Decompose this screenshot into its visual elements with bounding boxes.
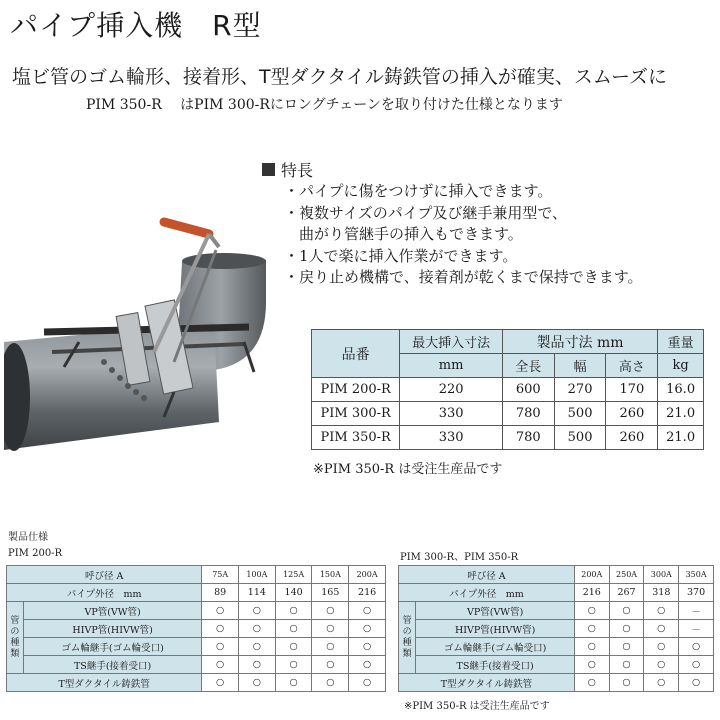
h-dim: 製品寸法 mm: [502, 330, 657, 354]
mark-cell: ○: [312, 620, 349, 638]
size-cell: 250A: [609, 566, 644, 584]
mark-cell: ○: [609, 674, 644, 692]
mark-cell: ○: [312, 638, 349, 656]
mark-cell: ○: [312, 656, 349, 674]
h-max-unit: mm: [400, 354, 503, 378]
page-subtitle: 塩ビ管のゴム輪形、接着形、T型ダクタイル鋳鉄管の挿入が確実、スムーズに: [12, 66, 667, 88]
cell-height: 260: [606, 402, 658, 426]
cell-max: 220: [400, 378, 503, 402]
feature-item: ・1人で楽に挿入作業ができます。: [284, 246, 518, 265]
left-table-title: PIM 200-R: [8, 548, 63, 559]
row-label: T型ダクタイル鋳鉄管: [399, 674, 575, 692]
od-cell: 114: [239, 584, 276, 602]
mark-cell: ○: [239, 602, 276, 620]
cell-weight: 21.0: [658, 402, 704, 426]
pipe-inserter-photo: [4, 192, 304, 457]
mark-cell: ○: [679, 638, 714, 656]
row-label: VP管(VW管): [416, 602, 575, 620]
mark-cell: ○: [239, 656, 276, 674]
cell-width: 270: [554, 378, 606, 402]
h-width: 幅: [554, 354, 606, 378]
mark-cell: ○: [679, 656, 714, 674]
mark-cell: ○: [349, 656, 386, 674]
mark-cell: ○: [574, 620, 609, 638]
mark-cell: ○: [609, 656, 644, 674]
od-cell: 267: [609, 584, 644, 602]
cell-model: PIM 300-R: [312, 402, 400, 426]
h-weight: 重量: [658, 330, 704, 354]
h-model: 品番: [312, 330, 400, 378]
row-label: HIVP管(HIVW管): [416, 620, 575, 638]
model-note: PIM 350-R はPIM 300-Rにロングチェーンを取り付けた仕様となります: [86, 97, 563, 113]
row-label: TS継手(接着受口): [23, 656, 201, 674]
row-label: HIVP管(HIVW管): [23, 620, 201, 638]
mark-cell: ○: [202, 656, 239, 674]
mark-cell: ○: [644, 620, 679, 638]
size-cell: 300A: [644, 566, 679, 584]
cell-model: PIM 200-R: [312, 378, 400, 402]
mark-cell: ○: [202, 674, 239, 692]
right-table-title: PIM 300-R、PIM 350-R: [400, 552, 519, 563]
mark-cell: ○: [312, 602, 349, 620]
mark-cell: ○: [609, 620, 644, 638]
product-spec-title: 製品仕様: [8, 532, 48, 543]
cell-len: 780: [502, 426, 554, 450]
mark-cell: ○: [349, 602, 386, 620]
right-table-note: ※PIM 350-R は受注生産品です: [404, 701, 550, 712]
mark-cell: ○: [644, 656, 679, 674]
mark-cell: ○: [239, 620, 276, 638]
mark-cell: ○: [609, 638, 644, 656]
cell-weight: 21.0: [658, 426, 704, 450]
mark-cell: －: [679, 602, 714, 620]
size-cell: 125A: [275, 566, 312, 584]
h-nominal: 呼び径 A: [399, 566, 575, 584]
mark-cell: ○: [609, 602, 644, 620]
left-spec-table: [6, 565, 386, 692]
pipe-type-category: 管の種類: [399, 602, 416, 674]
od-cell: 165: [312, 584, 349, 602]
size-cell: 75A: [202, 566, 239, 584]
mark-cell: ○: [644, 638, 679, 656]
spec-row: [312, 426, 704, 450]
pipe-type-category: 管の種類: [7, 602, 24, 674]
cell-max: 330: [400, 426, 503, 450]
mark-cell: ○: [679, 674, 714, 692]
mark-cell: ○: [239, 674, 276, 692]
feature-item: 曲がり管継手の挿入もできます。: [284, 225, 523, 243]
features-heading: [262, 158, 313, 181]
cell-width: 500: [554, 426, 606, 450]
spec-note: ※PIM 350-R は受注生産品です: [313, 462, 503, 477]
cell-weight: 16.0: [658, 378, 704, 402]
feature-item: ・戻り止め機構で、接着剤が乾くまで保持できます。: [284, 268, 643, 286]
cell-height: 260: [606, 426, 658, 450]
features-list: [284, 181, 643, 289]
cell-width: 500: [554, 402, 606, 426]
h-weight-unit: kg: [658, 354, 704, 378]
h-od: パイプ外径 mm: [7, 584, 202, 602]
mark-cell: ○: [202, 620, 239, 638]
page-title: パイプ挿入機 R型: [10, 9, 262, 42]
size-cell: 100A: [239, 566, 276, 584]
mark-cell: ○: [275, 620, 312, 638]
square-bullet-icon: [262, 163, 275, 176]
mark-cell: ○: [349, 674, 386, 692]
cell-len: 780: [502, 402, 554, 426]
row-label: ゴム輪継手(ゴム輪受口): [23, 638, 201, 656]
mark-cell: ○: [275, 638, 312, 656]
mark-cell: ○: [349, 638, 386, 656]
mark-cell: ○: [275, 602, 312, 620]
feature-item: ・複数サイズのパイプ及び継手兼用型で、: [284, 203, 568, 222]
mark-cell: ○: [349, 620, 386, 638]
h-od: パイプ外径 mm: [399, 584, 575, 602]
mark-cell: ○: [574, 656, 609, 674]
cell-height: 170: [606, 378, 658, 402]
mark-cell: ○: [574, 638, 609, 656]
od-cell: 318: [644, 584, 679, 602]
cell-model: PIM 350-R: [312, 426, 400, 450]
mark-cell: ○: [239, 638, 276, 656]
spec-row: [312, 378, 704, 402]
right-spec-table: [398, 565, 714, 692]
h-max: 最大挿入寸法: [400, 330, 503, 354]
h-len: 全長: [502, 354, 554, 378]
od-cell: 140: [275, 584, 312, 602]
size-cell: 200A: [574, 566, 609, 584]
mark-cell: ○: [275, 674, 312, 692]
od-cell: 89: [202, 584, 239, 602]
feature-item: ・パイプに傷をつけずに挿入できます。: [284, 182, 553, 200]
mark-cell: ○: [644, 674, 679, 692]
mark-cell: －: [679, 620, 714, 638]
od-cell: 216: [574, 584, 609, 602]
row-label: ゴム輪継手(ゴム輪受口): [416, 638, 575, 656]
cell-max: 330: [400, 402, 503, 426]
mark-cell: ○: [574, 602, 609, 620]
spec-row: [312, 402, 704, 426]
features-heading-text: 特長: [281, 161, 314, 180]
spec-table: [311, 329, 704, 450]
mark-cell: ○: [312, 674, 349, 692]
size-cell: 150A: [312, 566, 349, 584]
od-cell: 370: [679, 584, 714, 602]
mark-cell: ○: [202, 638, 239, 656]
size-cell: 350A: [679, 566, 714, 584]
cell-len: 600: [502, 378, 554, 402]
mark-cell: ○: [644, 602, 679, 620]
od-cell: 216: [349, 584, 386, 602]
row-label: TS継手(接着受口): [416, 656, 575, 674]
h-nominal: 呼び径 A: [7, 566, 202, 584]
h-height: 高さ: [606, 354, 658, 378]
mark-cell: ○: [574, 674, 609, 692]
size-cell: 200A: [349, 566, 386, 584]
row-label: VP管(VW管): [23, 602, 201, 620]
mark-cell: ○: [275, 656, 312, 674]
row-label: T型ダクタイル鋳鉄管: [7, 674, 202, 692]
mark-cell: ○: [202, 602, 239, 620]
